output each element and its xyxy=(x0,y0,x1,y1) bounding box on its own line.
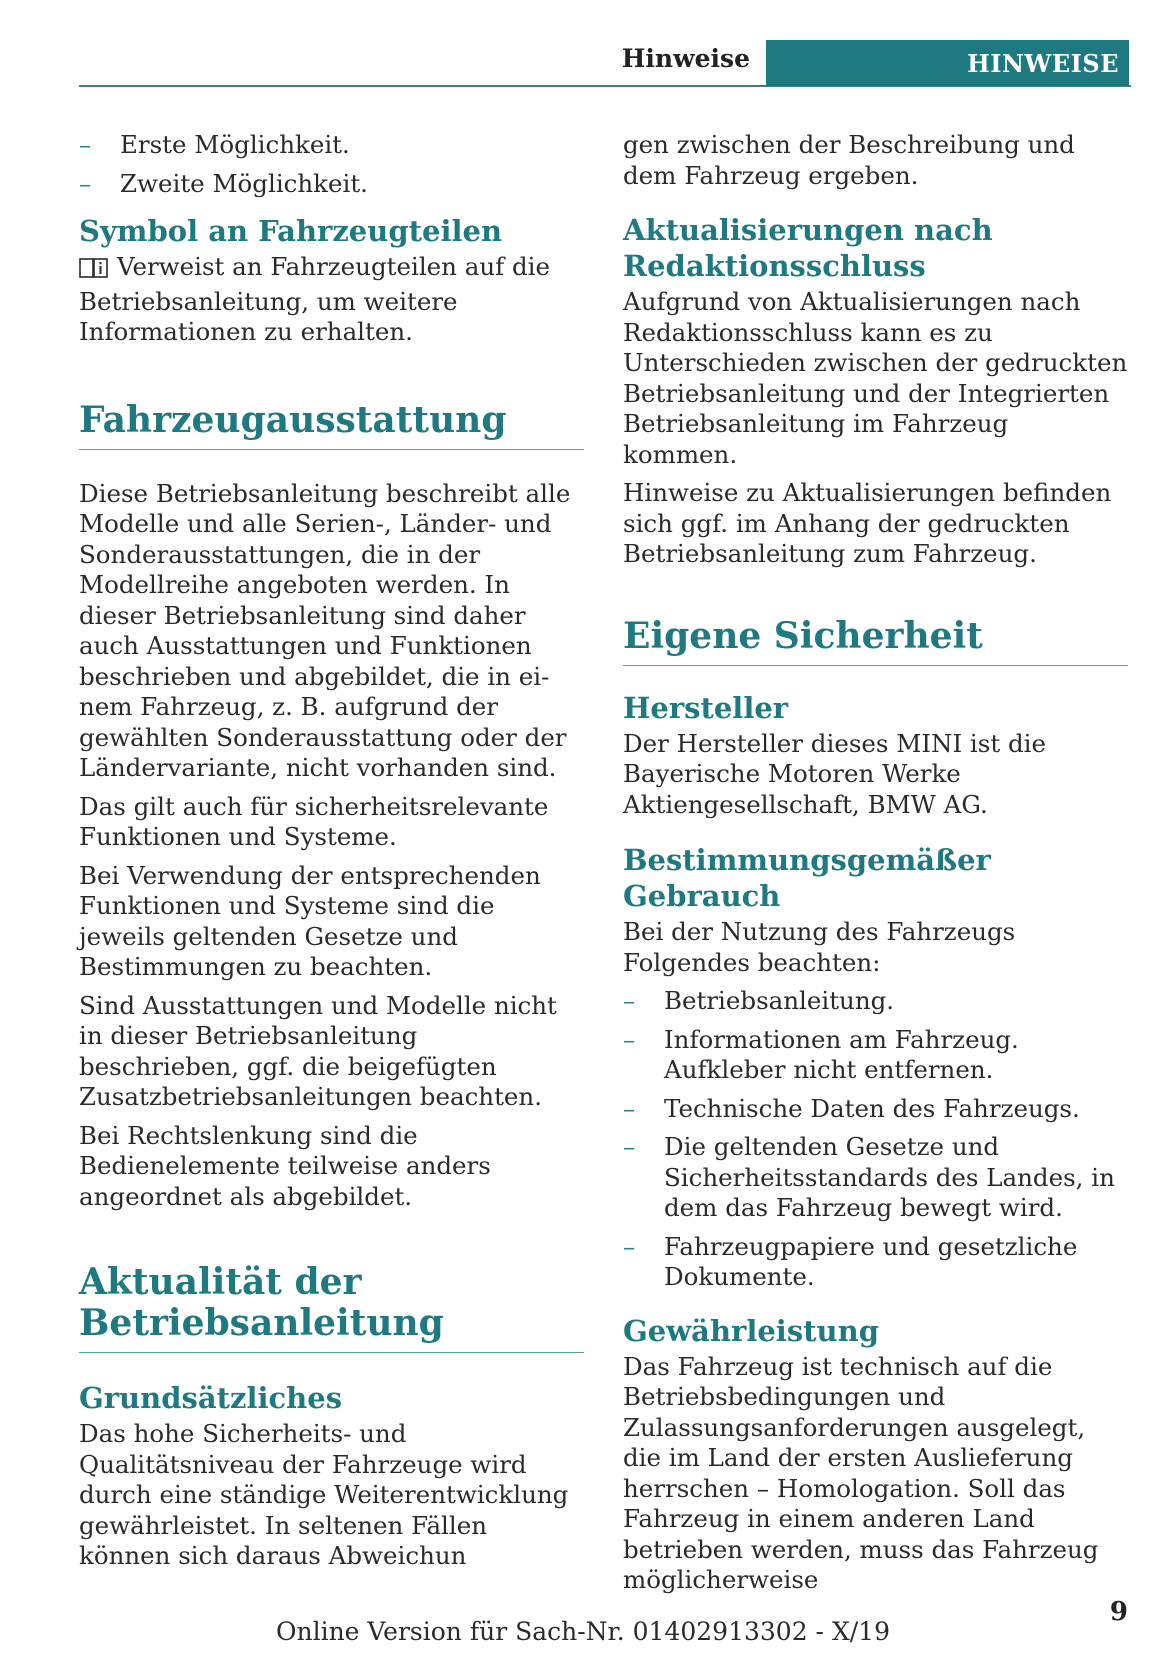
equipment-paragraph: Diese Betriebsanleitung beschreibt alle Modelle und alle Serien-, Länder- und Sonderausstattungen, die in der Modellreihe angeboten werden. In dieser Betriebsanleitung sind daher auch Ausstattungen und Funktionen beschrieben und abgebildet, die in einem Fahrzeug, z. B. aufgrund der gewählten Sonderausstattung oder der Ländervariante, nicht vorhanden sind. xyxy=(79,478,571,782)
basics-paragraph: Das hohe Sicherheits- und Qualitätsniveau der Fahrzeuge wird durch eine ständige Weiterentwicklung gewährleistet. In seltenen Fällen können sich daraus Abweichun xyxy=(79,1419,569,1570)
dash-marker: – xyxy=(623,1231,636,1261)
dash-marker: – xyxy=(79,168,92,198)
manufacturer-heading: Hersteller xyxy=(623,690,789,725)
equipment-heading-block xyxy=(79,400,584,450)
dash-marker: – xyxy=(623,986,636,1015)
header-section-title: Hinweise xyxy=(621,44,750,73)
list-item: – Erste Möglichkeit. xyxy=(79,130,350,159)
warranty-heading: Gewährleistung xyxy=(623,1313,879,1348)
basics-heading: Grundsätzliches xyxy=(79,1381,343,1415)
equipment-paragraph: Bei Verwendung der entsprechenden Funktionen und Systeme sind die jeweils geltenden Gesetze und Bestimmungen zu beachten. xyxy=(79,860,541,981)
dash-marker: – xyxy=(623,1024,636,1054)
intended-use-heading: Bestimmungsgemäßer Gebrauch xyxy=(623,843,991,913)
header-chapter-tab xyxy=(766,40,1129,86)
list-item: – Zweite Möglichkeit. xyxy=(79,168,368,198)
footer-note: Online Version für Sach-Nr. 01402913302 - X/19 xyxy=(275,1617,890,1646)
manual-book-icon xyxy=(79,256,109,287)
symbol-paragraph: Verweist an Fahrzeugteilen auf die Betriebsanleitung, um weitere Informationen zu erhalten. xyxy=(79,252,550,346)
symbol-heading: Symbol an Fahrzeugteilen xyxy=(79,214,503,248)
dash-marker: – xyxy=(623,1093,636,1123)
intended-use-list xyxy=(623,986,1128,1293)
continued-paragraph: gen zwischen der Beschreibung und dem Fahrzeug ergeben. xyxy=(623,130,1075,190)
equipment-paragraph: Bei Rechtslenkung sind die Bedienelemente teilweise anders angeordnet als abgebildet. xyxy=(79,1120,491,1211)
updates-heading: Aktualisierungen nach Redaktionsschluss xyxy=(623,213,993,283)
manufacturer-paragraph: Der Hersteller dieses MINI ist die Bayerische Motoren Werke Aktiengesellschaft, BMW AG. xyxy=(623,728,1046,819)
list-item: – Informationen am Fahrzeug. Aufkleber nicht entfernen. xyxy=(623,1024,1019,1084)
safety-heading: Eigene Sicherheit xyxy=(623,614,983,657)
equipment-paragraph: Sind Ausstattungen und Modelle nicht in dieser Betriebsanleitung beschrieben, ggf. die beigefügten Zusatzbetriebsanleitungen beachten. xyxy=(79,990,557,1111)
list-item: – Die geltenden Gesetze und Sicherheitsstandards des Landes, in dem das Fahrzeug bewegt wird. xyxy=(623,1132,1115,1222)
list-item: – Betriebsanleitung. xyxy=(623,986,895,1015)
header-chapter-label: HINWEISE xyxy=(967,49,1119,78)
page-number: 9 xyxy=(1109,1597,1128,1627)
actuality-heading: Aktualität der Betriebsanleitung xyxy=(79,1261,444,1344)
updates-paragraph: Aufgrund von Aktualisierungen nach Redaktionsschluss kann es zu Unterschieden zwischen der gedruckten Betriebsanleitung und der Integrierten Betriebsanleitung im Fahrzeug kommen. xyxy=(623,287,1128,469)
actuality-heading-block xyxy=(79,1262,584,1353)
equipment-paragraph: Das gilt auch für sicherheitsrelevante Funktionen und Systeme. xyxy=(79,791,549,851)
dash-marker: – xyxy=(79,130,92,159)
list-item: – Fahrzeugpapiere und gesetzliche Dokumente. xyxy=(623,1231,1078,1291)
list-item: – Technische Daten des Fahrzeugs. xyxy=(623,1093,1080,1123)
options-list xyxy=(79,130,584,199)
safety-heading-block xyxy=(623,616,1128,666)
intended-use-paragraph: Bei der Nutzung des Fahrzeugs Folgendes beachten: xyxy=(623,917,1016,977)
left-column xyxy=(79,130,584,1580)
equipment-heading: Fahrzeugausstattung xyxy=(79,398,507,441)
updates-paragraph: Hinweise zu Aktualisierungen befinden sich ggf. im Anhang der gedruckten Betriebsanleitung zum Fahrzeug. xyxy=(623,478,1112,568)
right-column xyxy=(623,130,1128,1604)
dash-marker: – xyxy=(623,1132,636,1161)
warranty-paragraph: Das Fahrzeug ist technisch auf die Betriebsbedingungen und Zulassungsanforderungen ausgelegt, die im Land der ersten Auslieferung herrschen – Homologation. Soll das Fahrzeug in einem anderen Land betrieben werden, muss das Fahrzeug möglicherweise xyxy=(623,1351,1099,1594)
